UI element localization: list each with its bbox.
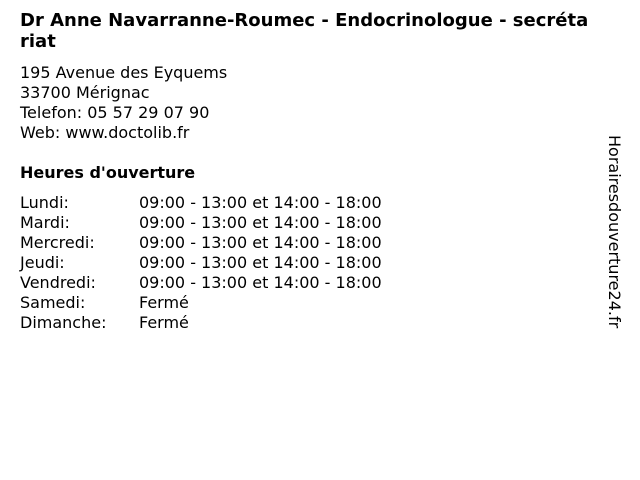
hours-row-friday: [20, 273, 382, 293]
site-watermark: Horairesdouverture24.fr: [605, 135, 624, 329]
day-hours: 09:00 - 13:00 et 14:00 - 18:00: [139, 213, 382, 232]
address-block: [20, 63, 590, 143]
hours-table: [20, 193, 382, 333]
day-label: Mardi:: [20, 213, 70, 232]
day-hours: Fermé: [139, 293, 189, 312]
hours-row-monday: [20, 193, 382, 213]
hours-row-tuesday: [20, 213, 382, 233]
day-hours: 09:00 - 13:00 et 14:00 - 18:00: [139, 273, 382, 292]
hours-row-thursday: [20, 253, 382, 273]
day-label: Mercredi:: [20, 233, 95, 252]
website: Web: www.doctolib.fr: [20, 123, 190, 142]
day-label: Lundi:: [20, 193, 69, 212]
hours-row-wednesday: [20, 233, 382, 253]
day-hours: 09:00 - 13:00 et 14:00 - 18:00: [139, 253, 382, 272]
hours-heading: Heures d'ouverture: [20, 163, 196, 182]
phone-number: Telefon: 05 57 29 07 90: [20, 103, 210, 122]
business-card: [20, 10, 590, 333]
day-label: Samedi:: [20, 293, 86, 312]
street-address: 195 Avenue des Eyquems: [20, 63, 228, 82]
day-hours: 09:00 - 13:00 et 14:00 - 18:00: [139, 193, 382, 212]
day-label: Vendredi:: [20, 273, 96, 292]
day-hours: Fermé: [139, 313, 189, 332]
city-address: 33700 Mérignac: [20, 83, 150, 102]
page-title: Dr Anne Navarranne-Roumec - Endocrinologue - secrétariat: [20, 10, 589, 52]
day-label: Dimanche:: [20, 313, 107, 332]
day-hours: 09:00 - 13:00 et 14:00 - 18:00: [139, 233, 382, 252]
day-label: Jeudi:: [20, 253, 65, 272]
hours-row-sunday: [20, 313, 382, 333]
hours-row-saturday: [20, 293, 382, 313]
